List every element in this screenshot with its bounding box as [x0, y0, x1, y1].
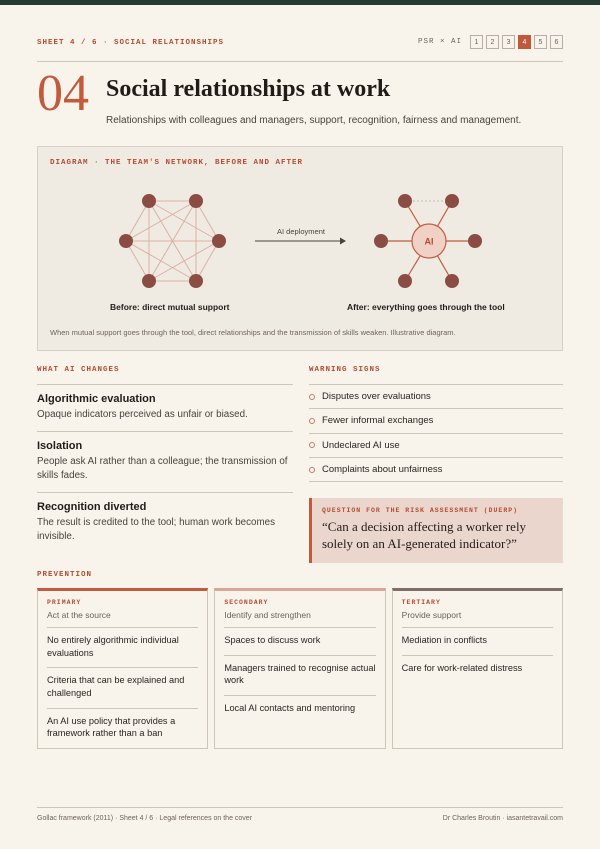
question-text: “Can a decision affecting a worker rely solely on an AI-generated indicator?” [322, 519, 527, 552]
after-caption: After: everything goes through the tool [347, 302, 505, 312]
change-title: Algorithmic evaluation [37, 393, 156, 405]
card-item: Care for work-related distress [401, 662, 523, 673]
footer-author: Dr Charles Broutin · iasantetravail.com [442, 815, 563, 822]
warnings-heading: WARNING SIGNS [309, 366, 563, 385]
card-subtitle: Act at the source [47, 610, 198, 628]
card-item: Local AI contacts and mentoring [224, 703, 356, 714]
page-title: Social relationships at work [106, 76, 391, 102]
page-link-3[interactable]: 3 [502, 35, 515, 49]
prevention-cards [37, 588, 563, 749]
circle-bullet-icon [309, 442, 315, 448]
circle-bullet-icon [309, 418, 315, 424]
before-node [189, 194, 203, 208]
warning-text: Undeclared AI use [322, 439, 400, 451]
page-link-2[interactable]: 2 [486, 35, 499, 49]
before-node [142, 194, 156, 208]
warning-signs [309, 366, 563, 563]
header-divider [37, 61, 563, 62]
change-item [37, 385, 293, 432]
card-level: SECONDARY [224, 599, 269, 606]
card-subtitle: Provide support [402, 610, 553, 628]
change-title: Isolation [37, 439, 83, 452]
after-node [398, 194, 412, 208]
page-link-1[interactable]: 1 [470, 35, 483, 49]
card-item: An AI use policy that provides a framework rather than a ban [47, 715, 176, 739]
card-item: Criteria that can be explained and challenged [47, 668, 198, 708]
before-caption: Before: direct mutual support [110, 302, 230, 312]
card-item: Spaces to discuss work [224, 628, 375, 656]
network-diagram [37, 146, 563, 351]
circle-bullet-icon [309, 394, 315, 400]
card-item: Managers trained to recognise actual work [224, 656, 375, 696]
before-node [142, 274, 156, 288]
changes-heading: WHAT AI CHANGES [37, 366, 293, 385]
arrow-label: AI deployment [277, 227, 325, 236]
warning-item [309, 385, 563, 409]
warning-item [309, 434, 563, 458]
prevention-card-primary [37, 588, 208, 749]
change-text: People ask AI rather than a colleague; the transmission of skills fades. [37, 455, 288, 481]
footer-source: Gollac framework (2011) · Sheet 4 / 6 · Legal references on the cover [37, 815, 253, 822]
warning-text: Complaints about unfairness [322, 464, 443, 476]
change-item [37, 432, 293, 493]
card-item: Mediation in conflicts [402, 628, 553, 656]
circle-bullet-icon [309, 467, 315, 473]
page-subtitle: Relationships with colleagues and managers, support, recognition, fairness and management. [106, 115, 522, 126]
before-node [119, 234, 133, 248]
after-node [398, 274, 412, 288]
change-title: Recognition diverted [37, 500, 147, 513]
warning-item [309, 458, 563, 482]
after-node [468, 234, 482, 248]
before-node [189, 274, 203, 288]
deployment-arrow [255, 238, 346, 245]
warning-text: Disputes over evaluations [322, 391, 431, 403]
before-node [212, 234, 226, 248]
page-link-5[interactable]: 5 [534, 35, 547, 49]
change-item [37, 493, 293, 553]
card-item: No entirely algorithmic individual evaluations [47, 628, 198, 668]
after-node [445, 194, 459, 208]
card-level: PRIMARY [47, 599, 82, 606]
network-svg [38, 147, 564, 352]
warning-text: Fewer informal exchanges [322, 415, 434, 427]
before-network [126, 201, 219, 281]
page-link-6[interactable]: 6 [550, 35, 563, 49]
ai-hub-label: AI [424, 236, 434, 247]
diagram-eyebrow: DIAGRAM · THE TEAM'S NETWORK, BEFORE AND AFTER [50, 159, 304, 167]
prevention-card-secondary [214, 588, 385, 749]
page-link-4-current[interactable]: 4 [518, 35, 531, 49]
after-node [445, 274, 459, 288]
sheet-number: 04 [37, 65, 89, 122]
prevention-heading: PREVENTION [37, 571, 93, 579]
change-text: Opaque indicators perceived as unfair or biased. [37, 409, 248, 420]
card-level: TERTIARY [401, 599, 441, 606]
prevention-card-tertiary [392, 588, 563, 749]
after-node [374, 234, 388, 248]
page-navigator [418, 35, 563, 49]
sheet-label: SHEET 4 / 6 · SOCIAL RELATIONSHIPS [37, 39, 225, 47]
top-accent-bar [0, 0, 600, 5]
diagram-note: When mutual support goes through the tool, direct relationships and the transmission of skills weaken. Illustrative diagram. [50, 328, 456, 337]
series-tag: PSR × AI [417, 38, 462, 46]
change-text: The result is credited to the tool; human work becomes invisible. [37, 516, 275, 542]
footer-divider [37, 807, 563, 808]
warning-item [309, 409, 563, 433]
what-ai-changes [37, 366, 293, 553]
duerp-question-box [309, 498, 563, 563]
question-eyebrow: QUESTION FOR THE RISK ASSESSMENT (DUERP) [322, 507, 519, 515]
card-subtitle: Identify and strengthen [224, 610, 375, 628]
